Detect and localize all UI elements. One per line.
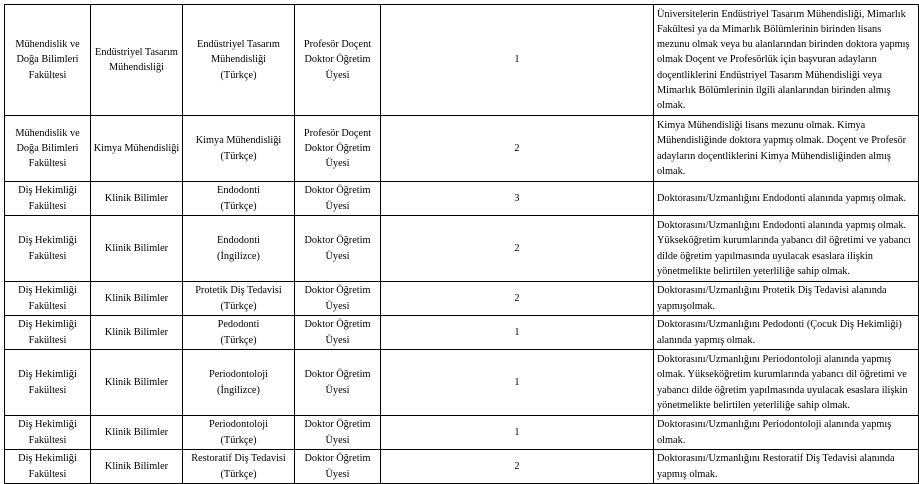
title-cell	[295, 350, 381, 416]
title-cell-line: Doktor Öğretim	[304, 369, 371, 381]
title-cell-line: Doktor Öğretim	[304, 453, 371, 465]
table-row	[5, 5, 919, 116]
title-cell-line: Profesör Doçent	[303, 127, 372, 139]
faculty-cell	[5, 282, 91, 316]
department-cell-line: Klinik Bilimler	[104, 242, 169, 254]
title-cell-line: Üyesi	[325, 250, 350, 262]
faculty-cell	[5, 416, 91, 450]
positions-table-body	[5, 5, 919, 484]
department-cell	[91, 316, 183, 350]
table-row	[5, 116, 919, 182]
title-cell	[295, 182, 381, 216]
faculty-cell-line: Diş Hekimliği	[18, 235, 77, 247]
faculty-cell-line: Mühendislik ve	[15, 39, 80, 51]
program-cell-line: (Türkçe)	[220, 300, 257, 312]
faculty-cell-line: Fakültesi	[28, 250, 67, 262]
program-cell-line: Mühendisliği	[211, 54, 266, 66]
faculty-cell-line: Fakültesi	[28, 434, 67, 446]
title-cell-line: Doktor Öğretim	[304, 142, 371, 154]
faculty-cell	[5, 182, 91, 216]
faculty-cell	[5, 5, 91, 116]
faculty-cell	[5, 316, 91, 350]
department-cell	[91, 216, 183, 282]
count-cell: 1	[381, 350, 654, 416]
count-cell: 1	[381, 416, 654, 450]
faculty-cell	[5, 350, 91, 416]
faculty-cell-line: Diş Hekimliği	[18, 419, 77, 431]
requirement-cell: Doktorasını/Uzmanlığını Periodontoloji alanında yapmış olmak.	[654, 416, 919, 450]
program-cell-line: Periodontoloji	[209, 369, 268, 381]
title-cell-line: Doktor Öğretim	[304, 319, 371, 331]
title-cell-line: Profesör Doçent	[303, 39, 372, 51]
faculty-cell-line: Diş Hekimliği	[18, 369, 77, 381]
title-cell	[295, 216, 381, 282]
requirement-cell: Doktorasını/Uzmanlığını Endodonti alanında yapmış olmak.	[654, 182, 919, 216]
program-cell	[183, 450, 295, 484]
count-cell: 1	[381, 5, 654, 116]
table-row	[5, 316, 919, 350]
table-row	[5, 450, 919, 484]
program-cell	[183, 182, 295, 216]
requirement-cell: Üniversitelerin Endüstriyel Tasarım Mühendisliği, Mimarlık Fakültesi ya da Mimarlık Bölümlerinin birinden lisans mezunu olmak veya bu alanlarından birinden doktora yapmış olmak Doçent ve Profesörlük için başvuran adayların doçentliklerini Endüstriyel Tasarım Mühendisliği veya Mimarlık Bölümlerinin ilgili alanlarından birinden almış olmak.	[654, 5, 919, 116]
program-cell-line: (Türkçe)	[220, 334, 257, 346]
program-cell	[183, 350, 295, 416]
program-cell	[183, 216, 295, 282]
department-cell	[91, 450, 183, 484]
requirement-cell: Doktorasını/Uzmanlığını Pedodonti (Çocuk Diş Hekimliği) alanında yapmış olmak.	[654, 316, 919, 350]
department-cell	[91, 116, 183, 182]
program-cell-line: (İngilizce)	[217, 250, 260, 262]
title-cell-line: Üyesi	[325, 158, 350, 170]
faculty-cell-line: Doğa Bilimleri	[16, 142, 79, 154]
faculty-cell-line: Mühendislik ve	[15, 127, 80, 139]
faculty-cell-line: Doğa Bilimleri	[16, 54, 79, 66]
requirement-cell: Doktorasını/Uzmanlığını Restoratif Diş Tedavisi alanında yapmış olmak.	[654, 450, 919, 484]
faculty-cell-line: Fakültesi	[28, 384, 67, 396]
faculty-cell-line: Fakültesi	[28, 200, 67, 212]
department-cell-line: Kimya Mühendisliği	[93, 142, 180, 154]
program-cell-line: Pedodonti	[217, 319, 260, 331]
title-cell-line: Üyesi	[325, 384, 350, 396]
program-cell-line: Kimya Mühendisliği	[195, 135, 282, 147]
title-cell	[295, 5, 381, 116]
department-cell-line: Endüstriyel Tasarım	[95, 46, 178, 58]
department-cell-line: Mühendisliği	[109, 62, 164, 73]
table-row	[5, 350, 919, 416]
program-cell-line: (Türkçe)	[220, 150, 257, 162]
requirement-cell: Doktorasını/Uzmanlığını Protetik Diş Tedavisi alanında yapmışolmak.	[654, 282, 919, 316]
count-cell: 2	[381, 216, 654, 282]
program-cell-line: (Türkçe)	[220, 468, 257, 480]
department-cell-line: Klinik Bilimler	[104, 192, 169, 204]
title-cell-line: Üyesi	[325, 300, 350, 312]
faculty-cell-line: Diş Hekimliği	[18, 319, 77, 331]
table-row	[5, 416, 919, 450]
faculty-cell-line: Diş Hekimliği	[18, 285, 77, 297]
title-cell-line: Üyesi	[325, 334, 350, 346]
title-cell-line: Doktor Öğretim	[304, 185, 371, 197]
title-cell-line: Üyesi	[325, 200, 350, 212]
faculty-cell	[5, 116, 91, 182]
faculty-cell-line: Fakültesi	[28, 158, 67, 170]
title-cell	[295, 416, 381, 450]
faculty-cell-line: Fakültesi	[28, 334, 67, 346]
title-cell-line: Doktor Öğretim	[304, 235, 371, 247]
program-cell-line: Periodontoloji	[209, 419, 268, 431]
positions-table	[4, 4, 919, 484]
title-cell-line: Üyesi	[325, 69, 350, 81]
title-cell-line: Doktor Öğretim	[304, 419, 371, 431]
title-cell-line: Üyesi	[325, 468, 350, 480]
program-cell-line: Endodonti	[217, 235, 260, 247]
faculty-cell-line: Fakültesi	[28, 468, 67, 480]
title-cell-line: Doktor Öğretim	[304, 54, 371, 66]
title-cell	[295, 282, 381, 316]
table-row	[5, 282, 919, 316]
program-cell	[183, 5, 295, 116]
program-cell-line: (Türkçe)	[220, 434, 257, 446]
program-cell-line: Endüstriyel Tasarım	[197, 39, 280, 51]
title-cell-line: Üyesi	[325, 434, 350, 446]
department-cell-line: Klinik Bilimler	[104, 292, 169, 304]
program-cell-line: Restoratif Diş Tedavisi	[191, 453, 286, 465]
program-cell-line: Protetik Diş Tedavisi	[195, 285, 282, 297]
faculty-cell	[5, 216, 91, 282]
count-cell: 2	[381, 282, 654, 316]
table-row	[5, 216, 919, 282]
department-cell-line: Klinik Bilimler	[104, 376, 169, 388]
count-cell: 2	[381, 116, 654, 182]
count-cell: 2	[381, 450, 654, 484]
program-cell-line: (İngilizce)	[217, 384, 260, 396]
title-cell	[295, 450, 381, 484]
program-cell	[183, 282, 295, 316]
department-cell	[91, 182, 183, 216]
department-cell-line: Klinik Bilimler	[104, 326, 169, 338]
program-cell	[183, 416, 295, 450]
faculty-cell-line: Fakültesi	[28, 69, 67, 81]
requirement-cell: Kimya Mühendisliği lisans mezunu olmak. Kimya Mühendisliğinde doktora yapmış olmak. Doçent ve Profesör adayların doçentliklerini Kimya Mühendisliğinden almış olmak.	[654, 116, 919, 182]
department-cell	[91, 416, 183, 450]
department-cell	[91, 282, 183, 316]
department-cell	[91, 350, 183, 416]
department-cell	[91, 5, 183, 116]
table-row	[5, 182, 919, 216]
requirement-cell: Doktorasını/Uzmanlığını Endodonti alanında yapmış olmak. Yükseköğretim kurumlarında yabancı dil öğretimi ve yabancı dilde öğretim yapılmasında uyulacak esaslara ilişkin yönetmelikte belirtilen yeterliliğe sahip olmak.	[654, 216, 919, 282]
program-cell	[183, 316, 295, 350]
faculty-cell	[5, 450, 91, 484]
program-cell-line: (Türkçe)	[220, 200, 257, 212]
title-cell-line: Doktor Öğretim	[304, 285, 371, 297]
title-cell	[295, 316, 381, 350]
faculty-cell-line: Diş Hekimliği	[18, 453, 77, 465]
count-cell: 3	[381, 182, 654, 216]
program-cell-line: Endodonti	[217, 185, 260, 197]
department-cell-line: Klinik Bilimler	[104, 426, 169, 438]
program-cell-line: (Türkçe)	[220, 69, 257, 81]
faculty-cell-line: Diş Hekimliği	[18, 185, 77, 197]
program-cell	[183, 116, 295, 182]
department-cell-line: Klinik Bilimler	[104, 460, 169, 472]
requirement-cell: Doktorasını/Uzmanlığını Periodontoloji alanında yapmış olmak. Yükseköğretim kurumlarında yabancı dil öğretimi ve yabancı dilde öğretim yapılmasında uyulacak esaslara ilişkin yönetmelikte belirtilen yeterliliğe sahip olmak.	[654, 350, 919, 416]
count-cell: 1	[381, 316, 654, 350]
title-cell	[295, 116, 381, 182]
faculty-cell-line: Fakültesi	[28, 300, 67, 312]
